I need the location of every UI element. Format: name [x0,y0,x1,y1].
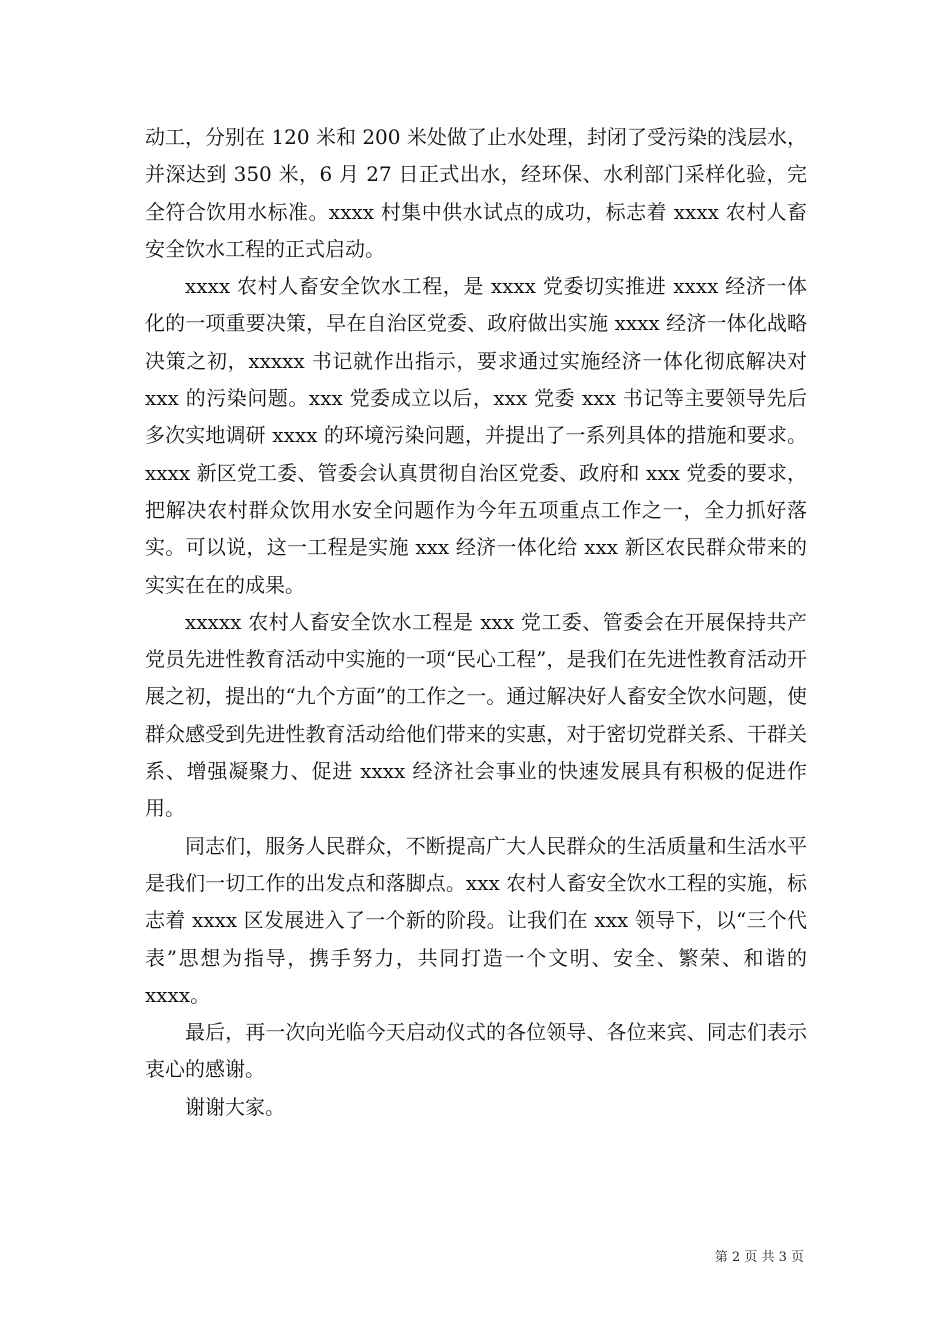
paragraph-closing: 谢谢大家。 [185,1094,285,1119]
paragraph-continued: 动工，分别在 120 米和 200 米处做了止水处理，封闭了受污染的浅层水，并深达到 350 米，6 月 27 日正式出水，经环保、水利部门采样化验，完全符合饮用水标准。xxxx 村集中供水试点的成功，标志着 xxxx 农村人畜安全饮水工程的正式启动。 [145,125,807,261]
document-body [145,119,807,1126]
paragraph: 同志们，服务人民群众，不断提高广大人民群众的生活质量和生活水平是我们一切工作的出发点和落脚点。xxx 农村人畜安全饮水工程的实施，标志着 xxxx 区发展进入了一个新的阶段。让我们在 xxx 领导下，以“三个代表”思想为指导，携手努力，共同打造一个文明、安全、繁荣、和谐的 xxxx。 [145,833,807,1007]
paragraph: xxxx 农村人畜安全饮水工程，是 xxxx 党委切实推进 xxxx 经济一体化的一项重要决策，早在自治区党委、政府做出实施 xxxx 经济一体化战略决策之初，xxxxx 书记就作出指示，要求通过实施经济一体化彻底解决对 xxx 的污染问题。xxx 党委成立以后，xxx 党委 xxx 书记等主要领导先后多次实地调研 xxxx 的环境污染问题，并提出了一系列具体的措施和要求。xxxx 新区党工委、管委会认真贯彻自治区党委、政府和 xxx 党委的要求，把解决农村群众饮用水安全问题作为今年五项重点工作之一，全力抓好落实。可以说，这一工程是实施 xxx 经济一体化给 xxx 新区农民群众带来的实实在在的成果。 [145,274,807,597]
page-number-footer: 第 2 页 共 3 页 [714,1250,804,1265]
paragraph: 最后，再一次向光临今天启动仪式的各位领导、各位来宾、同志们表示衷心的感谢。 [145,1020,807,1082]
paragraph: xxxxx 农村人畜安全饮水工程是 xxx 党工委、管委会在开展保持共产党员先进性教育活动中实施的一项“民心工程”，是我们在先进性教育活动开展之初，提出的“九个方面”的工作之一。通过解决好人畜安全饮水问题，使群众感受到先进性教育活动给他们带来的实惠，对于密切党群关系、干群关系、增强凝聚力、促进 xxxx 经济社会事业的快速发展具有积极的促进作用。 [145,609,807,821]
